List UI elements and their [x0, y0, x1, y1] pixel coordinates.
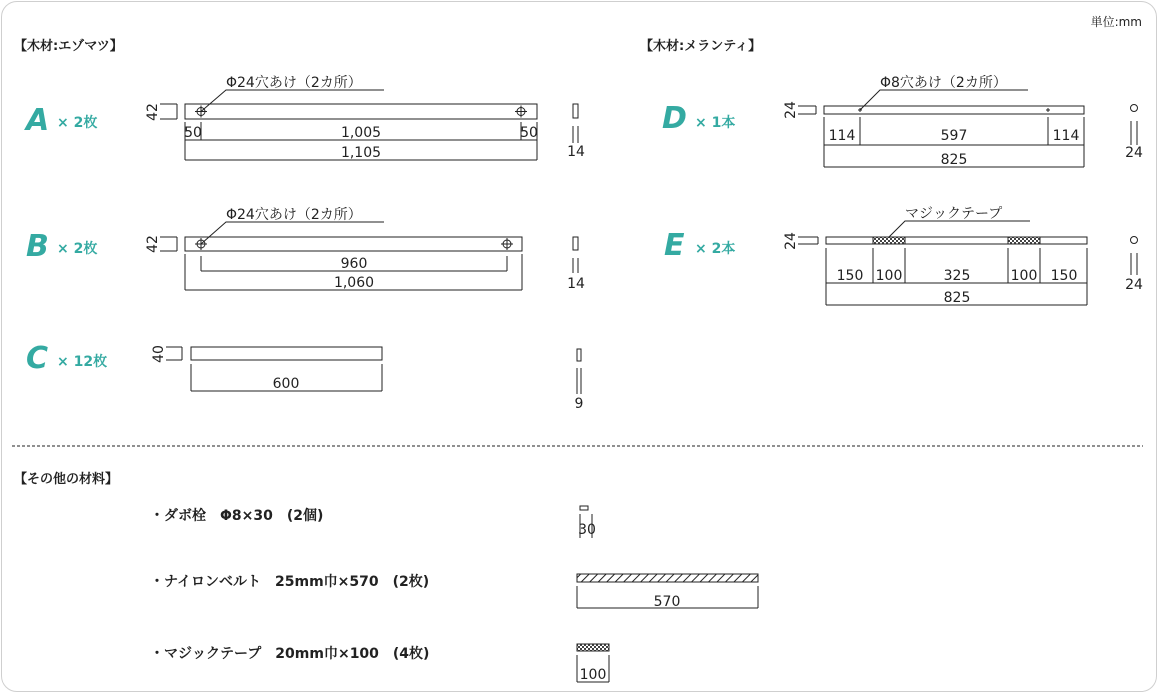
part-b-thickness: 14	[567, 276, 585, 292]
belt-dim: 570	[653, 594, 681, 610]
part-e-height-bracket	[798, 237, 818, 244]
part-b-board	[185, 237, 522, 251]
part-a-qty: × 2枚	[57, 115, 98, 131]
other-dowel	[150, 506, 596, 538]
part-e-seg1: 150	[836, 268, 864, 284]
unit-label: 単位:mm	[1090, 15, 1142, 29]
part-d-seg-right: 114	[1052, 128, 1080, 144]
part-a-height-bracket	[160, 104, 177, 119]
part-d-qty: × 1本	[695, 115, 736, 131]
part-e-leader	[889, 221, 1030, 237]
part-a-section	[573, 104, 578, 118]
part-e-board	[826, 237, 1087, 244]
part-e-seg3: 325	[943, 268, 971, 284]
part-d-letter: D	[662, 101, 687, 136]
velcro-dim: 100	[579, 667, 607, 683]
part-e-velcro-right	[1008, 237, 1040, 244]
part-e-height: 24	[783, 232, 799, 250]
part-d-note: Φ8穴あけ（2カ所）	[880, 75, 1007, 91]
part-b-total: 1,060	[333, 275, 375, 291]
part-d-height-bracket	[798, 106, 816, 114]
part-e-thickness: 24	[1125, 277, 1143, 293]
part-a	[24, 75, 585, 161]
part-c-height: 40	[151, 345, 167, 363]
part-c-section	[577, 349, 581, 361]
part-e-total: 825	[943, 290, 971, 306]
part-a-seg-mid: 1,005	[340, 125, 382, 141]
belt-label: ・ナイロンベルト 25mm巾×570 (2枚)	[150, 574, 430, 590]
part-b-qty: × 2枚	[57, 241, 98, 257]
part-e-seg2: 100	[875, 268, 903, 284]
part-b-letter: B	[26, 229, 49, 264]
part-d-section	[1131, 105, 1138, 112]
part-c-total: 600	[272, 376, 300, 392]
part-b-height: 42	[145, 235, 161, 253]
part-d-thickness: 24	[1125, 145, 1143, 161]
part-d-thick-lines	[1131, 121, 1137, 145]
part-a-seg-left: 50	[184, 125, 202, 141]
part-d-total: 825	[940, 152, 968, 168]
part-b-note: Φ24穴あけ（2カ所）	[226, 207, 362, 223]
part-c-thickness: 9	[574, 396, 584, 412]
part-c-letter: C	[26, 341, 49, 376]
part-a-total: 1,105	[340, 145, 382, 161]
part-a-seg-right: 50	[520, 125, 538, 141]
part-b-seg-mid: 960	[340, 256, 368, 272]
part-e-thick-lines	[1131, 253, 1137, 275]
header-others: 【その他の材料】	[14, 472, 119, 487]
part-b	[26, 207, 585, 292]
part-c-thick-lines	[577, 368, 581, 394]
belt-shape	[577, 574, 758, 582]
part-e-letter: E	[664, 228, 685, 263]
part-b-height-bracket	[160, 237, 177, 251]
part-d-seg-mid: 597	[940, 128, 968, 144]
velcro-label: ・マジックテープ 20mm巾×100 (4枚)	[150, 646, 430, 662]
part-e-velcro-left	[873, 237, 905, 244]
part-b-section	[573, 237, 578, 250]
part-a-note: Φ24穴あけ（2カ所）	[226, 75, 362, 91]
dowel-dim: 30	[578, 522, 596, 538]
part-a-thickness: 14	[567, 144, 585, 160]
other-belt	[150, 573, 758, 610]
part-a-board	[185, 104, 537, 119]
dowel-label: ・ダボ栓 Φ8×30 (2個)	[150, 508, 324, 524]
part-e-note: マジックテープ	[905, 206, 1003, 222]
part-b-thick-lines	[573, 258, 578, 273]
part-c	[26, 341, 583, 412]
part-a-letter: A	[26, 103, 50, 138]
part-d	[662, 75, 1143, 168]
other-velcro	[150, 644, 609, 683]
part-c-qty: × 12枚	[57, 354, 108, 370]
part-e-seg5: 150	[1050, 268, 1078, 284]
header-meranti: 【木材:メランティ】	[640, 39, 762, 54]
part-d-height: 24	[783, 101, 799, 119]
velcro-shape	[577, 644, 609, 651]
part-e-qty: × 2本	[695, 241, 736, 257]
part-d-seg-left: 114	[828, 128, 856, 144]
part-e-section	[1131, 237, 1138, 244]
header-ezomatsu: 【木材:エゾマツ】	[14, 39, 123, 54]
dowel-shape	[580, 506, 588, 510]
part-c-board	[191, 347, 382, 360]
part-e	[664, 206, 1143, 306]
part-a-thick-lines	[573, 126, 578, 143]
part-c-height-bracket	[166, 347, 182, 360]
part-e-seg4: 100	[1010, 268, 1038, 284]
part-a-height: 42	[145, 103, 161, 121]
